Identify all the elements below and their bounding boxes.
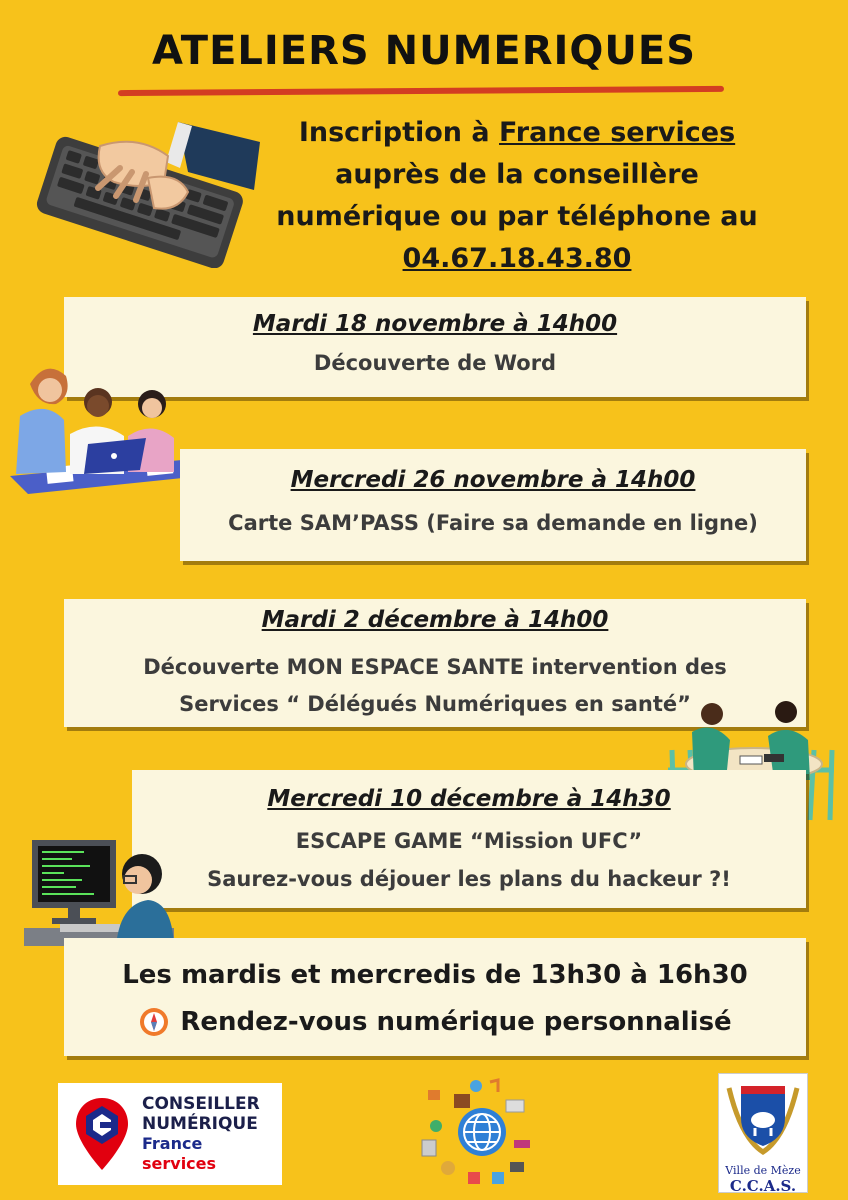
appointment-line <box>64 1006 806 1038</box>
logo-text: France <box>142 1134 203 1153</box>
coat-of-arms-icon <box>721 1078 805 1158</box>
event-date: Mercredi 10 décembre à 14h30 <box>267 786 671 812</box>
event-description-line: Services “ Délégués Numériques en santé” <box>179 692 691 716</box>
registration-text-line3: numérique ou par téléphone au <box>276 201 758 232</box>
ccas-name: C.C.A.S. <box>729 1177 797 1195</box>
event-description: Découverte de Word <box>313 351 557 375</box>
registration-info <box>262 112 772 280</box>
keyboard-hands-illustration <box>28 112 262 268</box>
appointment-text: Rendez-vous numérique personnalisé <box>180 1007 732 1037</box>
permanence-schedule: Les mardis et mercredis de 13h30 à 16h30 <box>122 960 748 990</box>
digital-services-icons <box>418 1076 532 1188</box>
event-description-line: ESCAPE GAME “Mission UFC” <box>295 829 643 853</box>
page-title: ATELIERS NUMERIQUES <box>151 28 697 74</box>
conseiller-numerique-logo <box>58 1083 282 1185</box>
logo-text: services <box>142 1154 217 1173</box>
event-date: Mardi 18 novembre à 14h00 <box>252 311 618 337</box>
ccas-town-name: Ville de Mèze <box>725 1164 801 1177</box>
map-pin-logo-icon <box>72 1094 132 1174</box>
phone-number[interactable]: 04.67.18.43.80 <box>402 243 632 274</box>
event-card-4 <box>132 770 806 908</box>
permanence-card <box>64 938 806 1056</box>
france-services-link[interactable]: France services <box>499 117 736 148</box>
event-date: Mercredi 26 novembre à 14h00 <box>290 467 696 493</box>
event-date: Mardi 2 décembre à 14h00 <box>261 607 609 633</box>
compass-icon <box>138 1006 170 1038</box>
event-description: Carte SAM’PASS (Faire sa demande en ligne) <box>228 511 758 535</box>
students-laptop-illustration <box>6 356 202 496</box>
title-underline <box>118 86 724 96</box>
computer-user-illustration <box>24 838 174 946</box>
event-description <box>132 822 806 898</box>
logo-text: CONSEILLER <box>142 1094 260 1114</box>
event-description-line: Saurez-vous déjouer les plans du hackeur ?! <box>207 867 731 891</box>
event-card-2 <box>180 449 806 561</box>
logo-text: NUMÉRIQUE <box>142 1114 258 1134</box>
registration-text: Inscription à <box>298 117 500 148</box>
event-description-line: Découverte MON ESPACE SANTE intervention des <box>143 655 727 679</box>
ccas-logo <box>718 1073 808 1193</box>
registration-text-line2: auprès de la conseillère <box>335 159 699 190</box>
